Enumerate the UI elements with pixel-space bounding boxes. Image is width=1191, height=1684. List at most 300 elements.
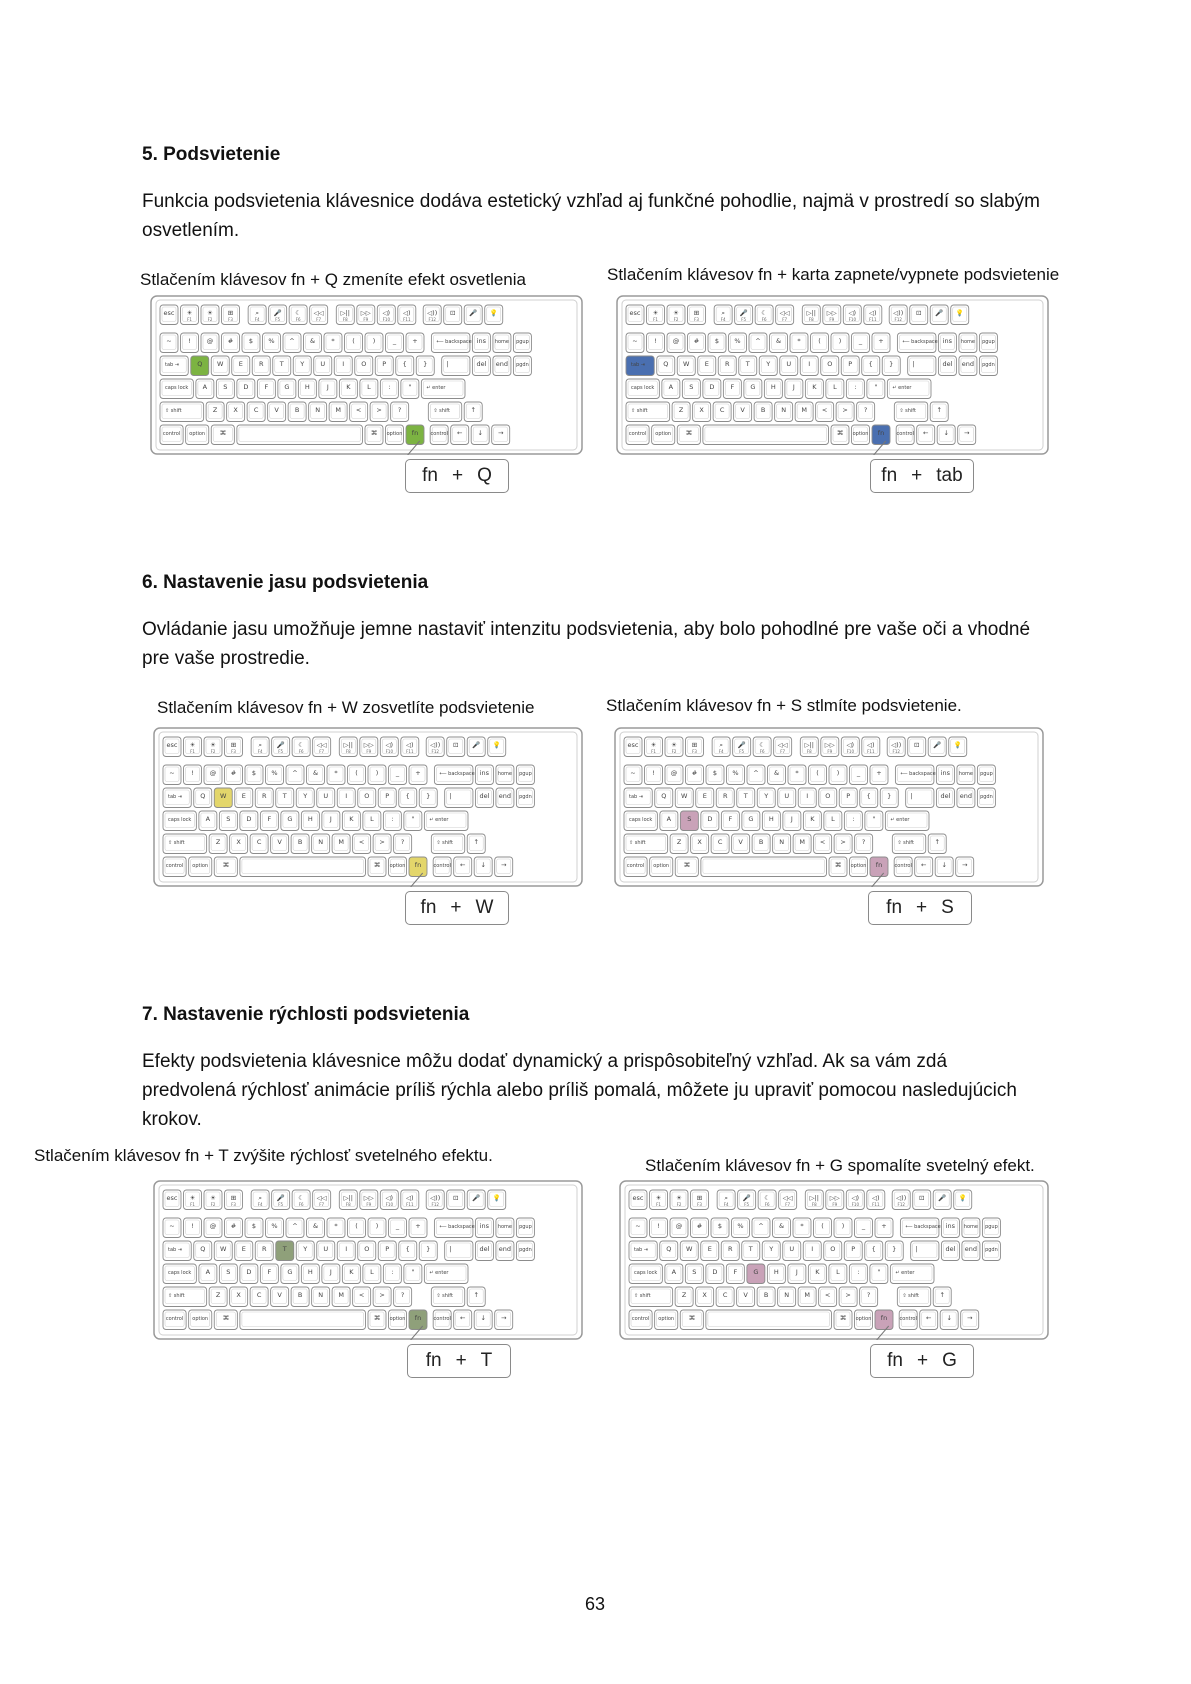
key-label: Q (200, 792, 206, 800)
key-label: ⌘ (370, 429, 378, 437)
key-label: Q (661, 792, 667, 800)
key-label: ⌘ (219, 429, 227, 437)
key-- (492, 425, 510, 445)
key-label: control (896, 431, 914, 437)
key-- (906, 788, 934, 808)
key-label: ⌘ (839, 1314, 847, 1322)
key-l (824, 811, 842, 831)
key-combo-fn-g (870, 1344, 974, 1378)
key-- (930, 402, 948, 422)
key-label: → (961, 861, 968, 869)
key-- (488, 737, 506, 757)
key-label: ◁◁ (316, 741, 327, 749)
key-- (266, 765, 284, 785)
key-q (660, 1241, 678, 1261)
key-label: @ (209, 1222, 217, 1230)
key-- (214, 857, 237, 877)
combo-key-fn: fn (886, 897, 903, 918)
key-r (252, 356, 270, 376)
key-label: 🎤 (739, 309, 748, 317)
key-sublabel: F9 (366, 749, 372, 754)
key--shift (431, 834, 464, 854)
key-label: ⌕ (255, 309, 259, 317)
key-label: ◁)) (893, 309, 904, 317)
key--enter (424, 811, 468, 831)
key-- (327, 765, 345, 785)
key-label: | (915, 1245, 918, 1253)
key-sublabel: F1 (651, 749, 656, 754)
key-- (495, 857, 513, 877)
key-- (389, 765, 407, 785)
key-label: ^ (758, 1222, 764, 1230)
key-label: % (268, 337, 275, 345)
key-- (245, 765, 263, 785)
key-option (189, 857, 212, 877)
key-label: ◁◁ (316, 1194, 327, 1202)
key-label: Z (212, 406, 218, 414)
key-- (394, 834, 412, 854)
key-j (785, 379, 803, 399)
key-- (667, 305, 685, 325)
key-- (447, 737, 465, 757)
key-a (199, 1264, 217, 1284)
key-label: tab ⇥ (168, 1247, 182, 1253)
key-label: ⊡ (915, 309, 922, 317)
key-- (732, 1218, 750, 1238)
key-label: O (364, 1245, 370, 1253)
key-label: ( (355, 769, 358, 777)
key-- (951, 305, 969, 325)
key-label: tab ⇥ (165, 362, 179, 368)
key-label: L (367, 383, 371, 391)
key-label: M (338, 1291, 344, 1299)
key-label: $ (251, 1222, 257, 1230)
key-- (753, 737, 771, 757)
key-label: ▷|| (806, 309, 816, 317)
key-sublabel: F11 (406, 749, 414, 754)
key-z (209, 1287, 227, 1307)
key-ins (475, 1218, 493, 1238)
key-label: { (405, 792, 410, 800)
key-label: ↓ (943, 429, 949, 437)
key-- (844, 811, 862, 831)
key-label: | (910, 792, 913, 800)
key-label: tab ⇥ (634, 1247, 648, 1253)
key-- (222, 333, 240, 353)
key-label: | (449, 1245, 452, 1253)
key-w (680, 1241, 698, 1261)
key-label: option (852, 431, 869, 437)
key-label: V (740, 406, 745, 414)
key-- (755, 305, 773, 325)
key-pgdn (516, 1241, 534, 1261)
key-label: H (307, 815, 313, 823)
key-label: ~ (169, 769, 175, 777)
key-label: pgup (982, 339, 995, 345)
key-label: ! (191, 1222, 194, 1230)
key-- (758, 1190, 776, 1210)
combo-key-second: Q (477, 465, 492, 486)
key-label: ins (945, 1222, 956, 1230)
key-label: T (282, 792, 287, 800)
key-- (401, 1190, 419, 1210)
key-label: N (781, 406, 787, 414)
key-label: caps lock (629, 817, 653, 823)
key-- (645, 737, 663, 757)
key-label: ▷▷ (824, 741, 835, 749)
key-label: ? (866, 1291, 871, 1299)
key-label: C (719, 406, 725, 414)
key-label: tab ⇥ (631, 362, 645, 368)
key-label: pgup (519, 1224, 532, 1230)
key-- (454, 857, 472, 877)
key-label: W (220, 792, 227, 800)
key-b (291, 1287, 309, 1307)
key-label: ⊡ (918, 1194, 925, 1202)
key-sublabel: F12 (897, 1202, 905, 1207)
key-- (426, 1190, 444, 1210)
key-- (451, 425, 469, 445)
key--shift (624, 834, 668, 854)
key-tab- (163, 1241, 191, 1261)
key-label: ⊡ (452, 741, 459, 749)
key-r (721, 1241, 739, 1261)
key-label: ▷▷ (826, 309, 837, 317)
key-label: end (961, 360, 975, 368)
key-label: 🎤 (933, 741, 942, 749)
key-- (665, 737, 683, 757)
key-- (360, 1190, 378, 1210)
key-space (240, 1310, 366, 1330)
key-- (910, 305, 928, 325)
key-label: > (379, 838, 385, 846)
key-label: ↵ enter (892, 385, 912, 391)
key-label: pgdn (519, 794, 532, 800)
key-n (312, 834, 330, 854)
key-- (245, 1218, 263, 1238)
key-label: A (205, 1268, 211, 1276)
key-- (310, 305, 328, 325)
key--backspace (897, 333, 937, 353)
key-label: ▷▷ (363, 741, 374, 749)
key-label: M (335, 406, 341, 414)
key-- (423, 305, 441, 325)
key-- (928, 737, 946, 757)
combo-key-fn: fn (887, 1350, 903, 1371)
key-label: ins (942, 337, 953, 345)
key-- (691, 1190, 709, 1210)
key--shift (626, 402, 670, 422)
key-- (204, 737, 222, 757)
key-- (949, 737, 967, 757)
key-label: ☾ (298, 741, 305, 749)
key-label: } (426, 792, 431, 800)
key-label: tab ⇥ (629, 794, 643, 800)
key-label: ◁) (385, 1194, 394, 1202)
key-sublabel: F12 (428, 317, 436, 322)
key-label: ↑ (939, 1291, 945, 1299)
key-- (862, 356, 880, 376)
key-label: I (806, 792, 809, 800)
key-- (793, 1218, 811, 1238)
key-control (896, 425, 914, 445)
key-label: H (307, 1268, 313, 1276)
key-label: L (370, 815, 374, 823)
key-label: ◁)) (430, 1194, 441, 1202)
key-label: control (162, 431, 181, 437)
key-- (629, 1218, 647, 1238)
key-label: control (631, 1316, 650, 1322)
key-label: ⌘ (373, 861, 381, 869)
key-label: * (800, 1222, 804, 1230)
key-- (814, 834, 832, 854)
key-label: ◁) (385, 741, 394, 749)
key-sublabel: F6 (761, 317, 767, 322)
key-- (406, 333, 424, 353)
key-pgdn (513, 356, 531, 376)
key-label: ⇧ shift (634, 1293, 651, 1299)
key-label: ↓ (477, 429, 483, 437)
key-fn (409, 857, 427, 877)
key-label: ? (863, 406, 868, 414)
key-label: A (671, 1268, 677, 1276)
key-combo-fn-t (407, 1344, 511, 1378)
key-label: 💡 (492, 1194, 501, 1202)
key-x (693, 402, 711, 422)
key-label: B (760, 406, 766, 414)
key-e (235, 788, 253, 808)
key-o (821, 356, 839, 376)
key-- (360, 737, 378, 757)
key-b (754, 402, 772, 422)
key-- (864, 305, 882, 325)
key-u (317, 788, 335, 808)
key-- (954, 1190, 972, 1210)
key-tab- (160, 356, 188, 376)
key-del (475, 788, 493, 808)
key-label: ⇧ shift (631, 408, 648, 414)
key-label: R (724, 360, 730, 368)
key-label: ↑ (473, 838, 479, 846)
key-l (363, 1264, 381, 1284)
key-label: caps lock (165, 385, 189, 391)
key-label: ← (459, 861, 466, 869)
key-label: control (626, 863, 645, 869)
key-label: Y (769, 1245, 774, 1253)
key-label: _ (395, 1222, 400, 1230)
key-label: V (274, 406, 279, 414)
key-label: L (833, 383, 837, 391)
key-sublabel: F11 (869, 317, 877, 322)
key-option (386, 425, 404, 445)
key-r (718, 356, 736, 376)
key-- (426, 737, 444, 757)
key-sublabel: F4 (720, 317, 726, 322)
key-label: pgdn (980, 794, 993, 800)
key-label: ⊞ (230, 1194, 237, 1202)
key-j (322, 1264, 340, 1284)
key-label: ) (375, 1222, 379, 1230)
key-label: : (854, 383, 857, 391)
key-sublabel: F8 (342, 317, 348, 322)
key--shift (894, 402, 927, 422)
key-label: esc (632, 1194, 644, 1202)
key-n (773, 834, 791, 854)
key-label: : (391, 1268, 394, 1276)
key-- (790, 333, 808, 353)
key-label: U (789, 1245, 795, 1253)
key-label: ↵ enter (429, 1270, 449, 1276)
key-label: ⌘ (836, 429, 844, 437)
key-sublabel: F9 (832, 1202, 838, 1207)
key-- (841, 737, 859, 757)
key-- (444, 305, 462, 325)
key-- (770, 333, 788, 353)
key-- (852, 333, 870, 353)
key-label: & (778, 1222, 785, 1230)
key-- (383, 1264, 401, 1284)
key-p (378, 1241, 396, 1261)
key-k (342, 811, 360, 831)
key-label: { (405, 1245, 410, 1253)
key-- (348, 765, 366, 785)
key-label: ⌘ (373, 1314, 381, 1322)
key-w (211, 356, 229, 376)
key-label: fn (875, 861, 883, 869)
key-end (496, 1241, 514, 1261)
key-- (373, 1287, 391, 1307)
key-option (852, 425, 870, 445)
key-label: } (426, 1245, 431, 1253)
key-label: | (912, 360, 915, 368)
key-label: ? (397, 406, 402, 414)
figure-caption-fn-tab: Stlačením klávesov fn + karta zapnete/vypnete podsvietenie (607, 265, 1060, 284)
key-label: ← (925, 1314, 932, 1322)
key-q (194, 788, 212, 808)
key-u (780, 356, 798, 376)
key-- (870, 1264, 888, 1284)
key-a (196, 379, 214, 399)
key-v (271, 834, 289, 854)
key-pgup (982, 1218, 1000, 1238)
key-label: ▷▷ (829, 1194, 840, 1202)
key-del (472, 356, 490, 376)
key-label: : (852, 815, 855, 823)
key-label: J (790, 815, 793, 823)
key-label: ☾ (295, 309, 302, 317)
key-s (219, 1264, 237, 1284)
key-sublabel: F7 (316, 317, 322, 322)
key-- (404, 1264, 422, 1284)
key-x (230, 834, 248, 854)
key-- (401, 737, 419, 757)
key-m (798, 1287, 816, 1307)
key-label: end (964, 1245, 978, 1253)
key-label: { (868, 360, 873, 368)
key-control (430, 425, 448, 445)
key-sublabel: F9 (827, 749, 833, 754)
key-label: ⇧ shift (899, 408, 916, 414)
key-- (442, 356, 470, 376)
key-label: ( (818, 337, 821, 345)
key-label: end (495, 360, 509, 368)
key-option (850, 857, 868, 877)
key-- (368, 1218, 386, 1238)
key-label: ? (400, 1291, 405, 1299)
key-option (389, 857, 407, 877)
key-u (778, 788, 796, 808)
key-d (240, 1264, 258, 1284)
key-label: F (733, 1268, 738, 1276)
key-- (816, 402, 834, 422)
key-label: P (851, 1245, 856, 1253)
key-- (181, 333, 199, 353)
key-y (759, 356, 777, 376)
key-- (447, 1190, 465, 1210)
key-label: ☀ (186, 309, 193, 317)
key-label: Z (678, 406, 684, 414)
key-label: U (323, 1245, 329, 1253)
keyboard-diagram-fn-g (619, 1180, 1049, 1340)
key-label: T (743, 792, 748, 800)
key-label: ( (352, 337, 355, 345)
key-- (738, 1190, 756, 1210)
key-- (339, 1190, 357, 1210)
key-- (867, 379, 885, 399)
key-f (723, 379, 741, 399)
key-d (706, 1264, 724, 1284)
key-k (805, 379, 823, 399)
key-label: G (284, 383, 290, 391)
key-esc (626, 305, 644, 325)
key-- (961, 1310, 979, 1330)
key-label: + (876, 769, 882, 777)
key-- (889, 305, 907, 325)
key-label: ▷|| (809, 1194, 819, 1202)
key-label: esc (163, 309, 175, 317)
key-sublabel: F2 (676, 1202, 682, 1207)
key-label: X (702, 1291, 707, 1299)
key-- (445, 788, 473, 808)
keyboard-diagram-fn-q (150, 295, 583, 455)
key-- (680, 1310, 703, 1330)
key-label: ⇧ shift (165, 408, 182, 414)
key-label: : (388, 383, 391, 391)
key-space (240, 857, 366, 877)
key-- (670, 1190, 688, 1210)
key-label: ~ (632, 337, 638, 345)
key-label: ⌘ (683, 861, 691, 869)
combo-key-fn: fn (422, 465, 438, 486)
key-label: < (358, 838, 365, 846)
key-label: ☾ (759, 741, 766, 749)
key-label: ! (191, 769, 194, 777)
key-y (762, 1241, 780, 1261)
key-sublabel: F5 (741, 317, 747, 322)
key-- (727, 765, 745, 785)
key-a (665, 1264, 683, 1284)
key-combo-fn-tab (870, 459, 974, 493)
key-label: $ (251, 769, 257, 777)
key-space (237, 425, 363, 445)
key-label: ins (476, 337, 487, 345)
key-- (677, 425, 700, 445)
key-label: Q (663, 360, 669, 368)
key-label: " (872, 815, 876, 823)
key-sublabel: F6 (759, 749, 765, 754)
combo-key-fn: fn (425, 1350, 442, 1371)
key-y (293, 356, 311, 376)
